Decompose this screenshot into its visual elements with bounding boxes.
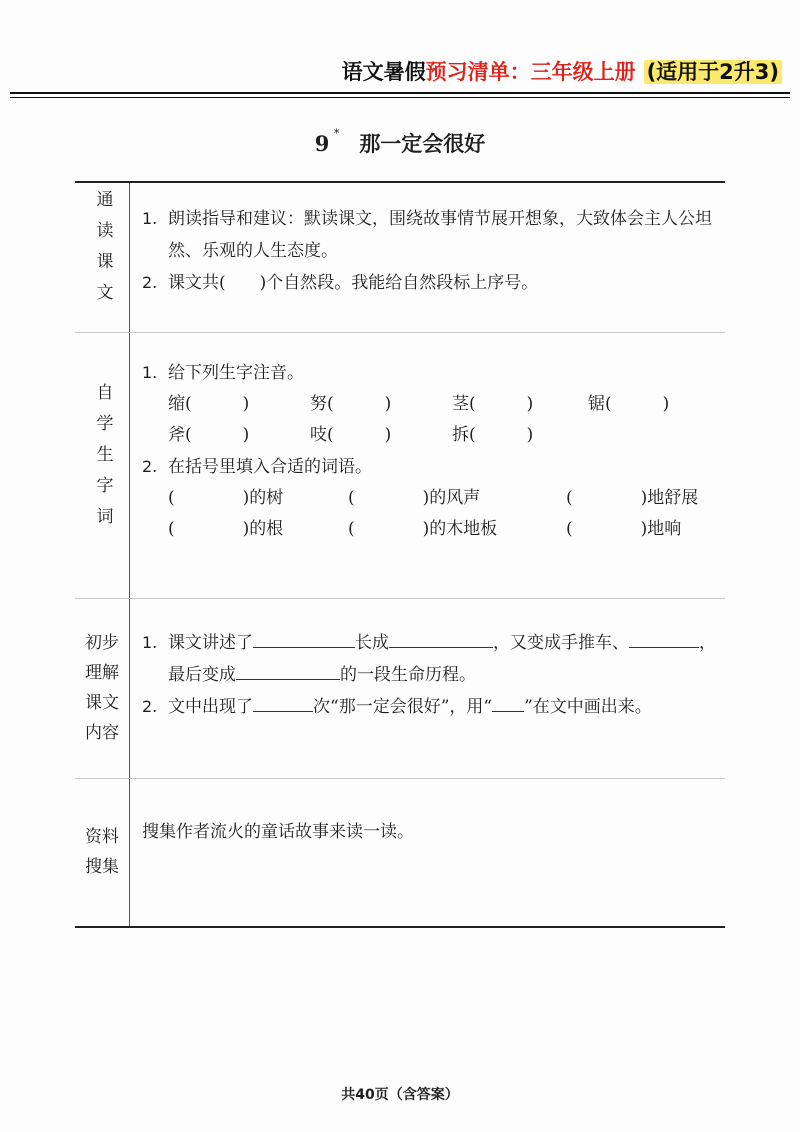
collect-text: 搜集作者流火的童话故事来读一读。 (142, 822, 414, 842)
answer-line[interactable] (389, 629, 493, 648)
pinyin-blank[interactable]: 缩( ) (168, 394, 250, 414)
pinyin-grid (142, 389, 724, 451)
section-words (75, 333, 725, 599)
understand-item-1: 1. 课文讲述了 长成 ，又变成手推车、 ， 最后变成 的一段生命历程。 (142, 627, 724, 691)
answer-line[interactable] (253, 693, 313, 712)
word-fill-blank[interactable]: ( )地响 (566, 519, 682, 539)
page-footer: 共40页（含答案） (341, 1087, 459, 1103)
pinyin-blank[interactable]: 茎( ) (452, 394, 534, 414)
section-read (75, 182, 725, 333)
words-item-2: 2. 在括号里填入合适的词语。 (142, 457, 372, 477)
header-grade-badge: (适用于2升3) (644, 60, 782, 84)
word-fill-grid (142, 483, 724, 545)
section-words-label: 自学生字词 (75, 333, 130, 599)
page-header (342, 56, 782, 86)
header-rule-thin (10, 97, 790, 98)
understand-item-2: 2. 文中出现了 次“那一定会很好”，用“ ”在文中画出来。 (142, 691, 724, 723)
pinyin-blank[interactable]: 锯( ) (588, 394, 670, 414)
section-understand (75, 599, 725, 779)
read-item-2: 2. 课文共( )个自然段。我能给自然段标上序号。 (142, 273, 539, 293)
lesson-title (0, 128, 800, 158)
read-item-1: 1. 朗读指导和建议：默读课文，围绕故事情节展开想象，大致体会主人公坦 然、乐观的人生态度。 (142, 209, 712, 261)
answer-line[interactable] (629, 629, 699, 648)
lesson-star-mark: * (333, 127, 340, 140)
answer-line[interactable] (236, 661, 340, 680)
lesson-title-text: 那一定会很好 (359, 131, 486, 156)
word-fill-blank[interactable]: ( )的木地板 (348, 519, 498, 539)
section-read-label: 通读课文 (75, 182, 130, 333)
section-collect-label: 资料 搜集 (75, 779, 130, 928)
worksheet-table (75, 181, 725, 928)
pinyin-blank[interactable]: 吱( ) (310, 425, 392, 445)
lesson-number: 9 * (314, 127, 340, 156)
header-rule-thick (10, 92, 790, 94)
section-understand-label: 初步 理解 课文 内容 (75, 599, 130, 779)
header-subject: 语文暑假 (341, 60, 426, 84)
word-fill-blank[interactable]: ( )地舒展 (566, 488, 699, 508)
answer-line[interactable] (253, 629, 355, 648)
answer-line[interactable] (492, 693, 524, 712)
words-item-1: 1. 给下列生字注音。 (142, 363, 304, 383)
pinyin-blank[interactable]: 努( ) (310, 394, 392, 414)
word-fill-blank[interactable]: ( )的树 (168, 488, 284, 508)
word-fill-blank[interactable]: ( )的根 (168, 519, 284, 539)
word-fill-blank[interactable]: ( )的风声 (348, 488, 481, 508)
section-collect (75, 779, 725, 928)
pinyin-blank[interactable]: 斧( ) (168, 425, 250, 445)
pinyin-blank[interactable]: 拆( ) (452, 425, 534, 445)
header-checklist-title: 预习清单：三年级上册 (425, 60, 636, 84)
